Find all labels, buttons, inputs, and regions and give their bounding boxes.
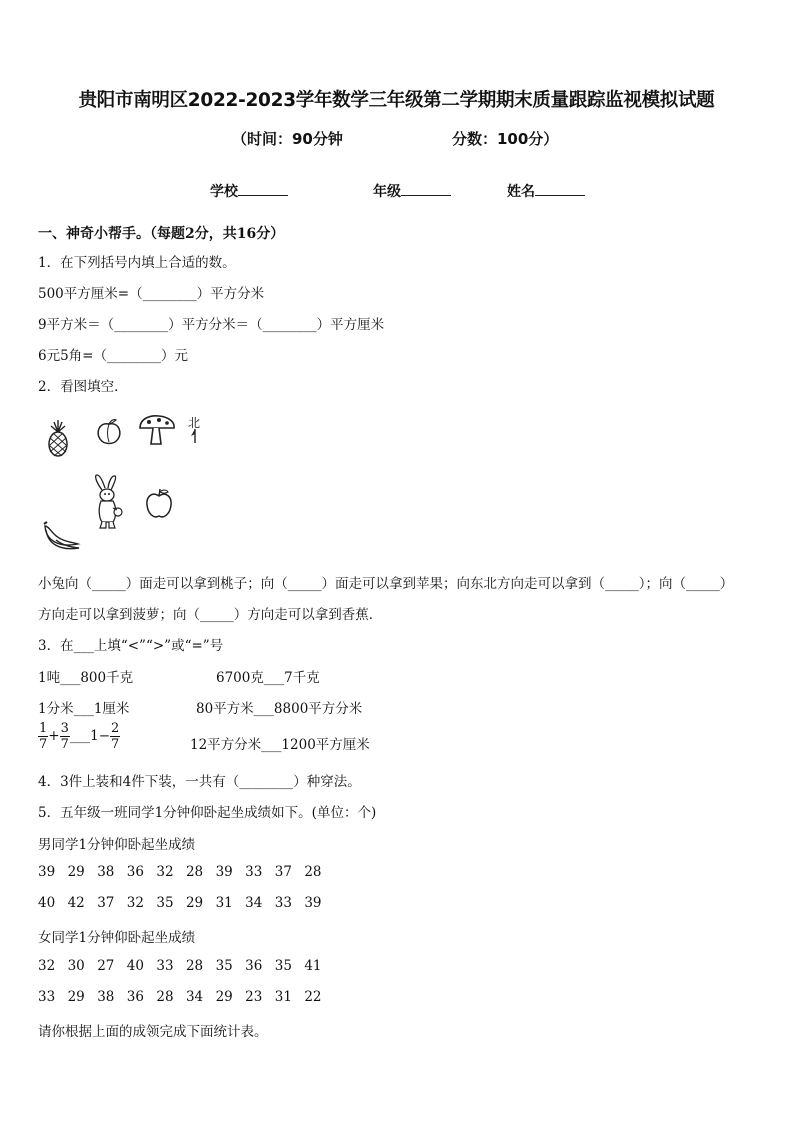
score-cell: 38 [97,864,115,880]
score-cell: 36 [245,958,263,974]
score-cell: 39 [38,864,56,880]
section-heading: 一、神奇小帮手。（每题2分，共16分） [38,226,285,242]
boys-row-1 [38,864,334,880]
score-cell: 28 [185,958,204,974]
name-field [507,181,585,201]
q4-stem: 4．3件上装和4件下装，一共有（________）种穿法。 [38,774,361,790]
score-cell: 41 [304,958,322,974]
score-cell: 34 [185,989,204,1005]
rabbit-icon [88,474,128,530]
score-cell: 37 [274,864,292,880]
q2-stem: 2．看图填空． [38,379,128,395]
banana-icon [42,520,82,552]
score-cell: 28 [304,864,322,880]
score-cell: 40 [126,958,144,974]
score-cell: 35 [156,895,174,911]
name-label: 姓名 [507,184,535,200]
score-cell: 33 [156,958,174,974]
boys-row-2 [38,895,334,911]
q1-line-3: 6元5角=（________）元 [38,348,188,364]
fraction-2-7: $\frac{2}{7}$ [111,721,120,752]
score-cell: 29 [215,989,233,1005]
school-field [210,181,288,201]
north-arrow-icon [189,428,201,444]
grade-label: 年级 [373,184,401,200]
q3-b2: 80平方米___8800平方分米 [196,701,363,717]
exam-time: （时间：90分钟 [232,130,343,148]
score-cell: 29 [67,989,85,1005]
q3-a1: 1吨___800千克 [38,670,134,686]
fraction-3-7: $\frac{3}{7}$ [60,721,69,752]
score-cell: 39 [215,864,233,880]
score-cell: 33 [38,989,56,1005]
grade-blank[interactable] [401,181,451,196]
q2-line-2: 方向走可以拿到菠萝；向（_____）方向走可以拿到香蕉． [38,607,383,623]
score-cell: 39 [304,895,322,911]
page-title: 贵阳市南明区2022-2023学年数学三年级第二学期期末质量跟踪监视模拟试题 [78,90,715,111]
peach-icon [94,418,124,446]
apple-icon [144,488,174,520]
q5-footer: 请你根据上面的成领完成下面统计表。 [38,1024,268,1040]
score-cell: 23 [245,989,263,1005]
plus-sign: + [48,728,60,744]
grade-field [373,181,451,201]
name-blank[interactable] [535,181,585,196]
fraction-1-7: $\frac{1}{7}$ [39,721,48,752]
score-cell: 29 [67,864,85,880]
north-label: 北 [188,416,201,430]
score-cell: 31 [215,895,233,911]
q1-line-2: 9平方米＝（________）平方分米＝（________）平方厘米 [38,317,385,333]
score-cell: 30 [67,958,85,974]
score-cell: 32 [38,958,56,974]
score-cell: 38 [97,989,115,1005]
q5-stem: 5．五年级一班同学1分钟仰卧起坐成绩如下。(单位：个) [38,805,377,821]
mushroom-icon [137,414,177,446]
q2-line-1: 小兔向（_____）面走可以拿到桃子；向（_____）面走可以拿到苹果；向东北方向走可以拿到（_____）；向（_____） [38,576,734,592]
score-cell: 33 [274,895,292,911]
score-cell: 27 [97,958,115,974]
score-cell: 28 [156,989,174,1005]
school-label: 学校 [210,184,238,200]
school-blank[interactable] [238,181,288,196]
q3-b1: 1分米___1厘米 [38,701,130,717]
girls-label: 女同学1分钟仰卧起坐成绩 [38,930,196,946]
score-cell: 34 [245,895,263,911]
score-cell: 42 [67,895,85,911]
score-cell: 33 [245,864,263,880]
score-cell: 37 [97,895,115,911]
score-cell: 35 [274,958,292,974]
boys-label: 男同学1分钟仰卧起坐成绩 [38,837,196,853]
score-cell: 31 [274,989,292,1005]
score-cell: 36 [126,864,144,880]
score-cell: 35 [215,958,233,974]
girls-row-2 [38,989,334,1005]
score-cell: 22 [304,989,322,1005]
q3-stem: 3．在___上填“<”“>”或“=”号 [38,638,224,654]
exam-score: 分数：100分） [452,130,559,148]
q1-line-1: 500平方厘米=（________）平方分米 [38,286,265,302]
score-cell: 32 [156,864,174,880]
score-cell: 40 [38,895,56,911]
score-cell: 32 [126,895,144,911]
score-cell: 28 [185,864,204,880]
compare-blank: ___1− [69,728,111,744]
score-cell: 29 [185,895,204,911]
q3-c2: 12平方分米___1200平方厘米 [190,737,370,753]
q3-c1 [38,721,120,752]
girls-row-1 [38,958,334,974]
pineapple-icon [44,420,72,458]
score-cell: 36 [126,989,144,1005]
q1-stem: 1．在下列括号内填上合适的数。 [38,255,236,271]
q3-a2: 6700克___7千克 [216,670,320,686]
